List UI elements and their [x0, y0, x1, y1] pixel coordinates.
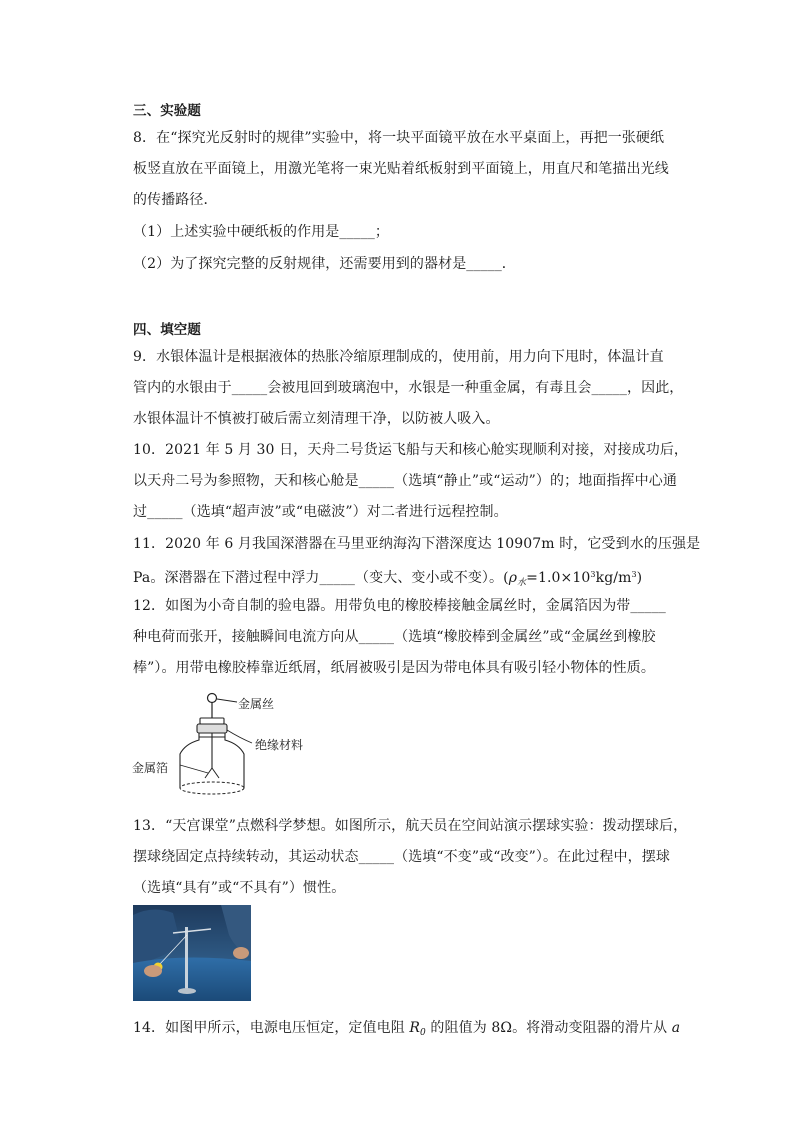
q14-text-b: 的阻值为 8Ω。将滑动变阻器的滑片从 — [425, 1020, 672, 1036]
resistor-subscript: 0 — [420, 1028, 426, 1038]
question-13-line-3: （选填“具有”或“不具有”）惯性。 — [133, 880, 346, 896]
question-13-line-2: 摆球绕固定点持续转动，其运动状态_____（选填“不变”或“改变”）。在此过程中，摆球 — [133, 849, 670, 865]
question-14-line-1 — [133, 1018, 680, 1043]
q11-text-d: ) — [636, 570, 643, 586]
question-9-line-2: 管内的水银由于_____会被甩回到玻璃泡中，水银是一种重金属，有毒且会_____，因此， — [133, 380, 684, 396]
rho-subscript: 水 — [517, 578, 527, 588]
question-10-line-1: 10．2021 年 5 月 30 日，天舟二号货运飞船与天和核心舱实现顺利对接，对接成功后， — [133, 442, 689, 458]
question-9-line-3: 水银体温计不慎被打破后需立刻清理干净，以防被人吸入。 — [133, 411, 500, 427]
question-12-line-2: 种电荷而张开，接触瞬间电流方向从_____（选填“橡胶棒到金属丝”或“金属丝到橡胶 — [133, 629, 656, 645]
question-9-line-1: 9．水银体温计是根据液体的热胀冷缩原理制成的，使用前，用力向下甩时，体温计直 — [133, 349, 664, 365]
q14-text-a: 14．如图甲所示，电源电压恒定，定值电阻 — [133, 1020, 410, 1036]
label-metal-wire: 金属丝 — [238, 697, 275, 711]
question-13-line-1: 13．“天宫课堂”点燃科学梦想。如图所示，航天员在空间站演示摆球实验：拨动摆球后， — [133, 818, 688, 834]
question-12-line-3: 棒”）。用带电橡胶棒靠近纸屑，纸屑被吸引是因为带电体具有吸引轻小物体的性质。 — [133, 660, 655, 676]
electroscope-figure — [130, 690, 330, 805]
question-11-line-2 — [133, 565, 642, 593]
q11-exponent-2: 3 — [631, 570, 637, 579]
rho-symbol: ρ — [508, 570, 518, 586]
question-8-line-3: 的传播路径． — [133, 192, 218, 208]
question-10-line-2: 以天舟二号为参照物，天和核心舱是_____（选填“静止”或“运动”）的；地面指挥中心通 — [133, 473, 677, 489]
question-8-line-2: 板竖直放在平面镜上，用激光笔将一束光贴着纸板射到平面镜上，用直尺和笔描出光线 — [133, 161, 669, 177]
question-11-line-1: 11．2020 年 6 月我国深潜器在马里亚纳海沟下潜深度达 10907m 时，它受到水的压强是 — [133, 536, 701, 552]
space-station-photo — [133, 905, 251, 1001]
section-heading-experiment: 三、实验题 — [133, 103, 201, 119]
question-8-sub-1: （1）上述实验中硬纸板的作用是_____； — [133, 224, 390, 240]
label-metal-foil: 金属箔 — [132, 761, 169, 775]
q11-exponent: 3 — [590, 570, 596, 579]
section-heading-fill-in: 四、填空题 — [133, 322, 201, 338]
resistor-symbol: R — [409, 1020, 421, 1036]
pendulum-photo-drawing — [133, 905, 251, 1001]
q11-text-c: kg/m — [595, 570, 632, 586]
q11-text-a: Pa。深潜器在下潜过程中浮力_____（变大、变小或不变）。( — [133, 570, 509, 586]
question-10-line-3: 过_____（选填“超声波”或“电磁波”）对二者进行远程控制。 — [133, 504, 508, 520]
q11-text-b: =1.0×10 — [526, 570, 591, 586]
question-8-sub-2: （2）为了探究完整的反射规律，还需要用到的器材是_____． — [133, 256, 516, 272]
point-a-symbol: a — [671, 1020, 681, 1036]
label-insulating-material: 绝缘材料 — [255, 738, 304, 752]
question-8-line-1: 8．在“探究光反射时的规律”实验中，将一块平面镜平放在水平桌面上，再把一张硬纸 — [133, 130, 665, 146]
question-12-line-1: 12．如图为小奇自制的验电器。用带负电的橡胶棒接触金属丝时，金属箔因为带_____ — [133, 598, 666, 614]
